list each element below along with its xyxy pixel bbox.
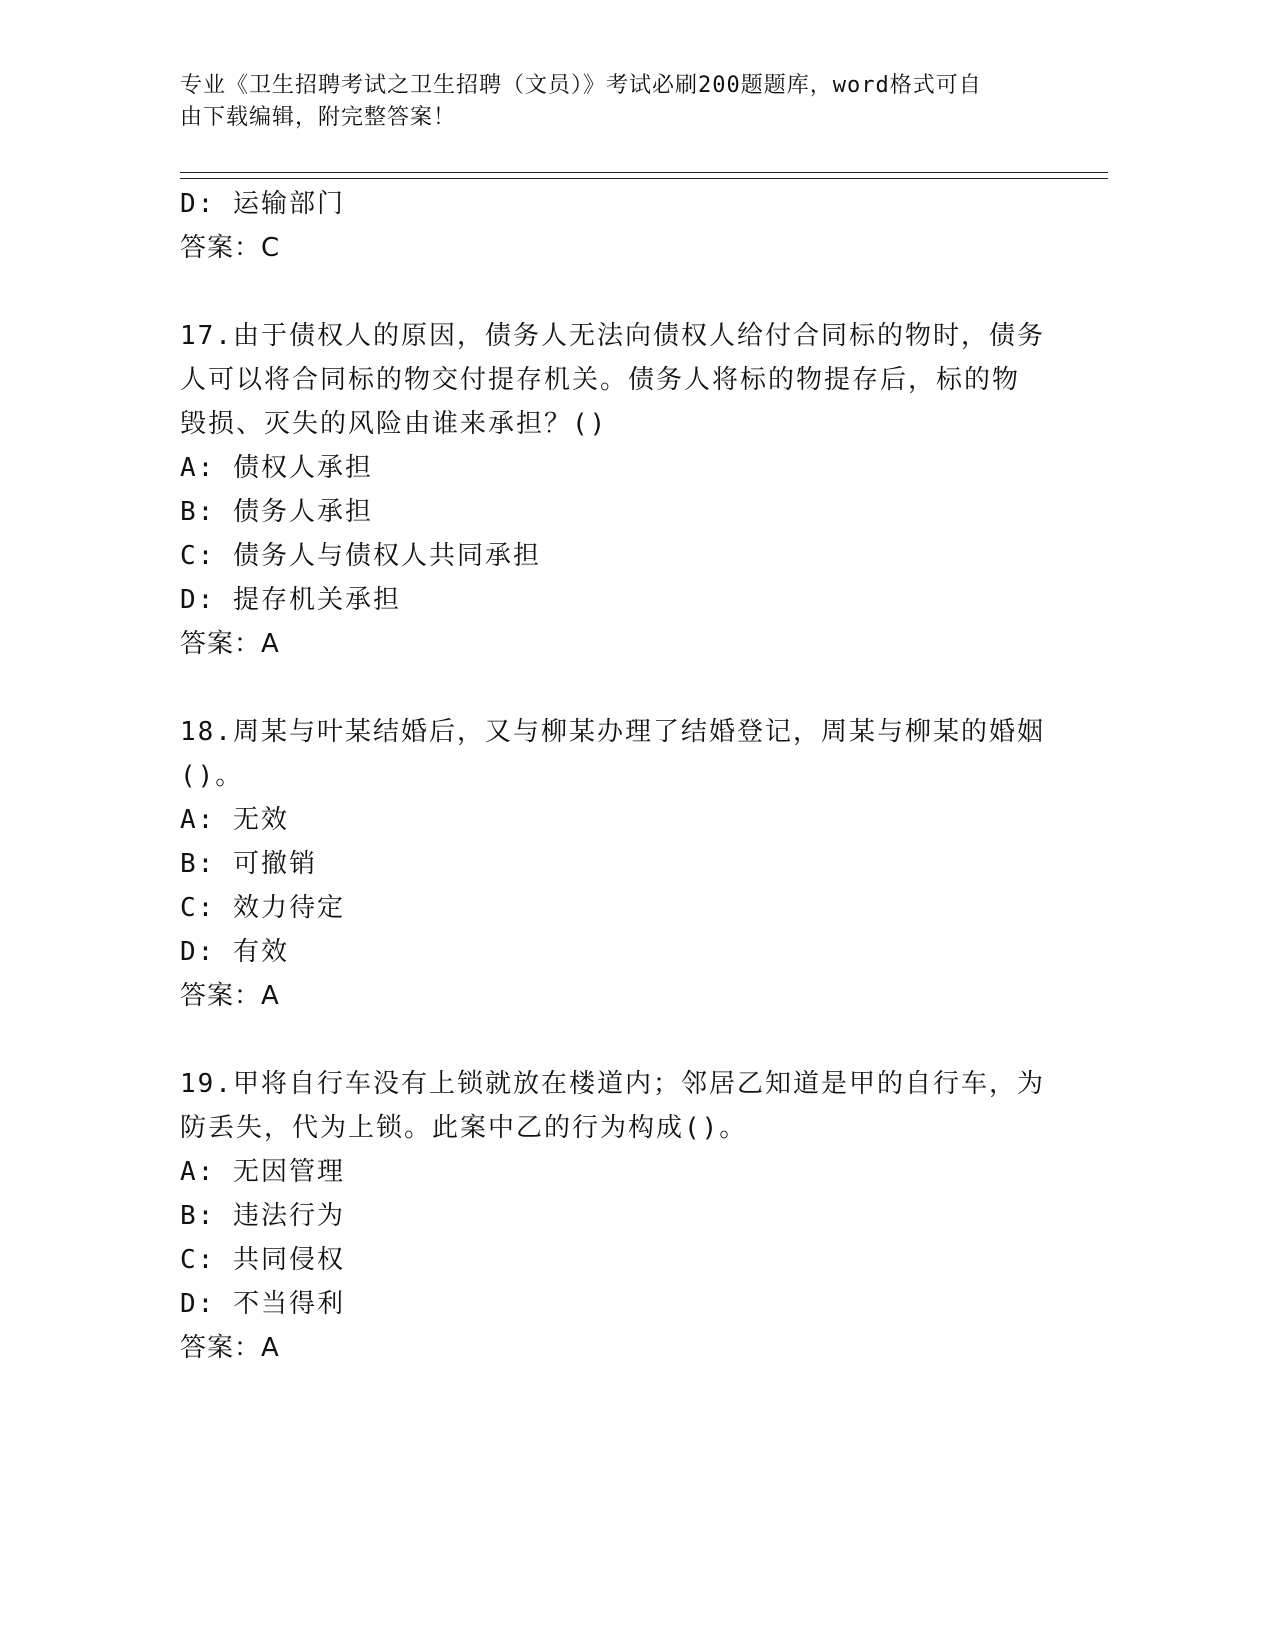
question-19 (180, 1062, 1060, 1370)
question-text-line: 17.由于债权人的原因，债务人无法向债权人给付合同标的物时，债务 (180, 321, 1045, 351)
question-16-tail (180, 182, 1060, 270)
answer-label: 答案：C (180, 233, 281, 263)
option-c: C: 效力待定 (180, 893, 345, 923)
answer-label: 答案：A (180, 629, 280, 659)
option-d: D: 运输部门 (180, 189, 345, 219)
spacer (180, 666, 1060, 710)
document-header (180, 70, 1060, 134)
header-divider-bottom (180, 178, 1108, 179)
question-text-line: 18.周某与叶某结婚后，又与柳某办理了结婚登记，周某与柳某的婚姻 (180, 717, 1045, 747)
option-c: C: 共同侵权 (180, 1245, 345, 1275)
header-line-2: 由下载编辑，附完整答案！ (180, 105, 457, 130)
option-b: B: 债务人承担 (180, 497, 373, 527)
option-b: B: 可撤销 (180, 849, 317, 879)
question-text-line: 毁损、灭失的风险由谁来承担？() (180, 409, 608, 439)
option-c: C: 债务人与债权人共同承担 (180, 541, 541, 571)
header-divider-top (180, 172, 1108, 173)
question-text-line: ()。 (180, 761, 244, 791)
answer-label: 答案：A (180, 1333, 280, 1363)
option-d: D: 提存机关承担 (180, 585, 401, 615)
option-d: D: 有效 (180, 937, 289, 967)
question-text-line: 防丢失，代为上锁。此案中乙的行为构成()。 (180, 1113, 748, 1143)
question-list (180, 182, 1060, 1370)
question-17 (180, 314, 1060, 666)
option-b: B: 违法行为 (180, 1201, 345, 1231)
option-a: A: 债权人承担 (180, 453, 373, 483)
spacer (180, 1018, 1060, 1062)
answer-label: 答案：A (180, 981, 280, 1011)
option-a: A: 无效 (180, 805, 289, 835)
header-line-1: 专业《卫生招聘考试之卫生招聘（文员）》考试必刷200题题库，word格式可自 (180, 73, 982, 98)
question-text-line: 人可以将合同标的物交付提存机关。债务人将标的物提存后，标的物 (180, 365, 1021, 395)
spacer (180, 270, 1060, 314)
option-a: A: 无因管理 (180, 1157, 345, 1187)
question-18 (180, 710, 1060, 1018)
question-text-line: 19.甲将自行车没有上锁就放在楼道内；邻居乙知道是甲的自行车，为 (180, 1069, 1045, 1099)
option-d: D: 不当得利 (180, 1289, 345, 1319)
